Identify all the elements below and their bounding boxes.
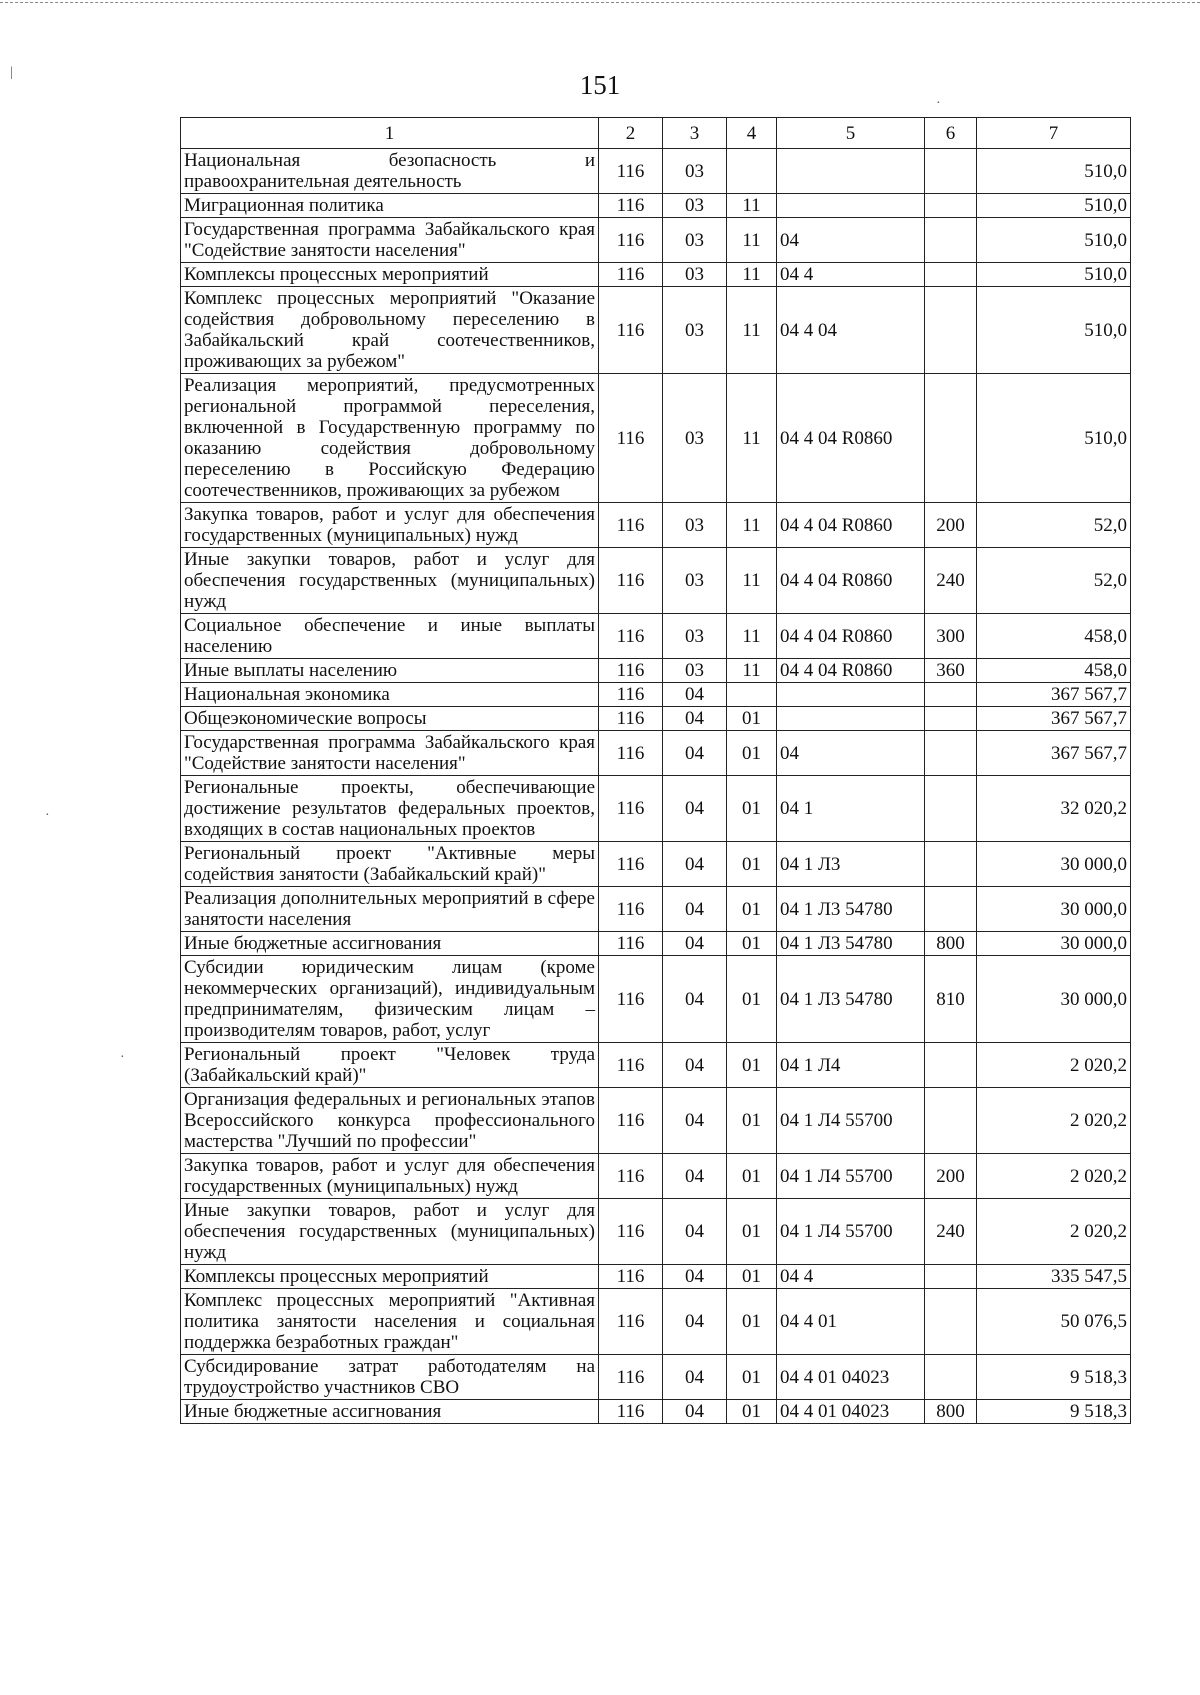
row-expense-type-cell bbox=[925, 731, 977, 776]
scan-speck: · bbox=[936, 96, 941, 111]
row-name-cell: Иные закупки товаров, работ и услуг для обеспечения государственных (муниципальных) нужд bbox=[181, 1199, 599, 1265]
row-subsection-cell: 01 bbox=[727, 842, 777, 887]
row-name-cell: Организация федеральных и региональных этапов Всероссийского конкурса профессионального мастерства "Лучший по профессии" bbox=[181, 1088, 599, 1154]
row-target-code-cell: 04 1 Л3 54780 bbox=[777, 932, 925, 956]
row-subsection-cell: 01 bbox=[727, 887, 777, 932]
row-amount-cell: 458,0 bbox=[977, 614, 1131, 659]
row-section-cell: 04 bbox=[663, 1088, 727, 1154]
row-section-cell: 03 bbox=[663, 218, 727, 263]
row-target-code-cell: 04 4 01 bbox=[777, 1289, 925, 1355]
table-row bbox=[181, 548, 1131, 614]
table-row bbox=[181, 731, 1131, 776]
row-name-cell: Региональный проект "Активные меры содействия занятости (Забайкальский край)" bbox=[181, 842, 599, 887]
row-name-cell: Государственная программа Забайкальского края "Содействие занятости населения" bbox=[181, 218, 599, 263]
row-amount-cell: 367 567,7 bbox=[977, 707, 1131, 731]
row-name-cell: Национальная экономика bbox=[181, 683, 599, 707]
page-number: 151 bbox=[579, 70, 621, 100]
row-admin-code-cell: 116 bbox=[599, 149, 663, 194]
row-admin-code-cell: 116 bbox=[599, 887, 663, 932]
row-admin-code-cell: 116 bbox=[599, 503, 663, 548]
row-section-cell: 04 bbox=[663, 683, 727, 707]
row-expense-type-cell: 360 bbox=[925, 659, 977, 683]
row-admin-code-cell: 116 bbox=[599, 1043, 663, 1088]
row-target-code-cell bbox=[777, 149, 925, 194]
row-target-code-cell: 04 1 Л4 bbox=[777, 1043, 925, 1088]
row-target-code-cell: 04 4 04 R0860 bbox=[777, 374, 925, 503]
row-admin-code-cell: 116 bbox=[599, 1400, 663, 1424]
row-expense-type-cell bbox=[925, 263, 977, 287]
row-subsection-cell: 01 bbox=[727, 1400, 777, 1424]
row-expense-type-cell bbox=[925, 683, 977, 707]
table-row bbox=[181, 776, 1131, 842]
row-section-cell: 03 bbox=[663, 149, 727, 194]
row-target-code-cell: 04 1 Л3 bbox=[777, 842, 925, 887]
row-admin-code-cell: 116 bbox=[599, 1088, 663, 1154]
row-section-cell: 04 bbox=[663, 731, 727, 776]
row-target-code-cell: 04 1 bbox=[777, 776, 925, 842]
row-subsection-cell: 11 bbox=[727, 659, 777, 683]
row-section-cell: 03 bbox=[663, 659, 727, 683]
row-name-cell: Субсидии юридическим лицам (кроме некоммерческих организаций), индивидуальным предпринимателям, физическим лицам – производителям товаров, работ, услуг bbox=[181, 956, 599, 1043]
row-section-cell: 04 bbox=[663, 1154, 727, 1199]
table-row bbox=[181, 374, 1131, 503]
row-expense-type-cell bbox=[925, 1265, 977, 1289]
row-expense-type-cell bbox=[925, 842, 977, 887]
row-expense-type-cell bbox=[925, 1043, 977, 1088]
row-amount-cell: 367 567,7 bbox=[977, 683, 1131, 707]
row-admin-code-cell: 116 bbox=[599, 194, 663, 218]
row-name-cell: Национальная безопасность и правоохранительная деятельность bbox=[181, 149, 599, 194]
row-admin-code-cell: 116 bbox=[599, 683, 663, 707]
row-target-code-cell: 04 bbox=[777, 218, 925, 263]
row-admin-code-cell: 116 bbox=[599, 659, 663, 683]
row-target-code-cell: 04 4 01 04023 bbox=[777, 1400, 925, 1424]
row-name-cell: Иные выплаты населению bbox=[181, 659, 599, 683]
row-name-cell: Социальное обеспечение и иные выплаты населению bbox=[181, 614, 599, 659]
row-section-cell: 04 bbox=[663, 1199, 727, 1265]
row-section-cell: 04 bbox=[663, 842, 727, 887]
row-subsection-cell: 01 bbox=[727, 1154, 777, 1199]
row-amount-cell: 52,0 bbox=[977, 503, 1131, 548]
row-subsection-cell: 11 bbox=[727, 218, 777, 263]
row-section-cell: 04 bbox=[663, 1400, 727, 1424]
row-amount-cell: 367 567,7 bbox=[977, 731, 1131, 776]
row-section-cell: 04 bbox=[663, 1289, 727, 1355]
table-row bbox=[181, 1400, 1131, 1424]
row-subsection-cell bbox=[727, 149, 777, 194]
row-amount-cell: 510,0 bbox=[977, 374, 1131, 503]
row-name-cell: Реализация дополнительных мероприятий в сфере занятости населения bbox=[181, 887, 599, 932]
row-section-cell: 03 bbox=[663, 374, 727, 503]
row-admin-code-cell: 116 bbox=[599, 842, 663, 887]
table-row bbox=[181, 1088, 1131, 1154]
scan-top-edge bbox=[0, 2, 1200, 4]
row-target-code-cell: 04 4 04 R0860 bbox=[777, 659, 925, 683]
header-cell: 5 bbox=[777, 118, 925, 149]
table-row bbox=[181, 956, 1131, 1043]
row-name-cell: Комплексы процессных мероприятий bbox=[181, 1265, 599, 1289]
row-admin-code-cell: 116 bbox=[599, 776, 663, 842]
row-amount-cell: 510,0 bbox=[977, 287, 1131, 374]
row-target-code-cell: 04 4 bbox=[777, 263, 925, 287]
row-target-code-cell: 04 4 bbox=[777, 1265, 925, 1289]
row-admin-code-cell: 116 bbox=[599, 263, 663, 287]
row-target-code-cell: 04 1 Л4 55700 bbox=[777, 1199, 925, 1265]
row-amount-cell: 510,0 bbox=[977, 218, 1131, 263]
row-section-cell: 04 bbox=[663, 932, 727, 956]
row-name-cell: Государственная программа Забайкальского края "Содействие занятости населения" bbox=[181, 731, 599, 776]
row-name-cell: Закупка товаров, работ и услуг для обеспечения государственных (муниципальных) нужд bbox=[181, 1154, 599, 1199]
table-row bbox=[181, 1199, 1131, 1265]
table-row bbox=[181, 1154, 1131, 1199]
row-amount-cell: 510,0 bbox=[977, 149, 1131, 194]
row-admin-code-cell: 116 bbox=[599, 956, 663, 1043]
table-row bbox=[181, 1289, 1131, 1355]
table-row bbox=[181, 503, 1131, 548]
row-name-cell: Иные бюджетные ассигнования bbox=[181, 932, 599, 956]
row-amount-cell: 458,0 bbox=[977, 659, 1131, 683]
row-section-cell: 04 bbox=[663, 887, 727, 932]
row-amount-cell: 30 000,0 bbox=[977, 887, 1131, 932]
row-name-cell: Закупка товаров, работ и услуг для обеспечения государственных (муниципальных) нужд bbox=[181, 503, 599, 548]
row-expense-type-cell bbox=[925, 218, 977, 263]
row-amount-cell: 30 000,0 bbox=[977, 932, 1131, 956]
table-row bbox=[181, 1043, 1131, 1088]
row-subsection-cell: 01 bbox=[727, 956, 777, 1043]
row-name-cell: Региональный проект "Человек труда (Забайкальский край)" bbox=[181, 1043, 599, 1088]
row-expense-type-cell bbox=[925, 194, 977, 218]
row-section-cell: 04 bbox=[663, 1265, 727, 1289]
row-expense-type-cell: 810 bbox=[925, 956, 977, 1043]
row-section-cell: 04 bbox=[663, 776, 727, 842]
header-cell: 3 bbox=[663, 118, 727, 149]
row-expense-type-cell: 800 bbox=[925, 1400, 977, 1424]
row-expense-type-cell bbox=[925, 1355, 977, 1400]
row-target-code-cell: 04 4 04 R0860 bbox=[777, 503, 925, 548]
row-target-code-cell bbox=[777, 707, 925, 731]
row-name-cell: Региональные проекты, обеспечивающие достижение результатов федеральных проектов, входящих в состав национальных проектов bbox=[181, 776, 599, 842]
row-section-cell: 03 bbox=[663, 194, 727, 218]
table-row bbox=[181, 194, 1131, 218]
row-admin-code-cell: 116 bbox=[599, 1154, 663, 1199]
row-subsection-cell: 01 bbox=[727, 776, 777, 842]
header-cell: 2 bbox=[599, 118, 663, 149]
row-section-cell: 03 bbox=[663, 263, 727, 287]
table-row bbox=[181, 218, 1131, 263]
row-expense-type-cell: 200 bbox=[925, 503, 977, 548]
row-expense-type-cell bbox=[925, 707, 977, 731]
row-admin-code-cell: 116 bbox=[599, 548, 663, 614]
row-name-cell: Реализация мероприятий, предусмотренных региональной программой переселения, включенной в Государственную программу по оказанию содействия добровольному переселению в Российскую Федерацию соотечественников, проживающих за рубежом bbox=[181, 374, 599, 503]
row-amount-cell: 52,0 bbox=[977, 548, 1131, 614]
row-expense-type-cell: 200 bbox=[925, 1154, 977, 1199]
row-name-cell: Иные закупки товаров, работ и услуг для обеспечения государственных (муниципальных) нужд bbox=[181, 548, 599, 614]
row-target-code-cell bbox=[777, 194, 925, 218]
row-section-cell: 03 bbox=[663, 614, 727, 659]
row-subsection-cell: 01 bbox=[727, 731, 777, 776]
row-expense-type-cell bbox=[925, 374, 977, 503]
table-row bbox=[181, 1265, 1131, 1289]
table-row bbox=[181, 614, 1131, 659]
row-subsection-cell: 01 bbox=[727, 1355, 777, 1400]
row-name-cell: Комплексы процессных мероприятий bbox=[181, 263, 599, 287]
row-amount-cell: 2 020,2 bbox=[977, 1154, 1131, 1199]
table-header-row bbox=[181, 118, 1131, 149]
row-amount-cell: 510,0 bbox=[977, 194, 1131, 218]
row-subsection-cell: 11 bbox=[727, 548, 777, 614]
row-section-cell: 04 bbox=[663, 1043, 727, 1088]
row-subsection-cell: 11 bbox=[727, 194, 777, 218]
row-amount-cell: 30 000,0 bbox=[977, 842, 1131, 887]
table-row bbox=[181, 1355, 1131, 1400]
row-expense-type-cell: 300 bbox=[925, 614, 977, 659]
row-admin-code-cell: 116 bbox=[599, 932, 663, 956]
row-amount-cell: 30 000,0 bbox=[977, 956, 1131, 1043]
header-cell: 7 bbox=[977, 118, 1131, 149]
row-subsection-cell bbox=[727, 683, 777, 707]
row-amount-cell: 9 518,3 bbox=[977, 1400, 1131, 1424]
row-admin-code-cell: 116 bbox=[599, 707, 663, 731]
row-subsection-cell: 01 bbox=[727, 707, 777, 731]
row-subsection-cell: 11 bbox=[727, 503, 777, 548]
row-subsection-cell: 11 bbox=[727, 374, 777, 503]
budget-table bbox=[180, 117, 1131, 1424]
row-target-code-cell: 04 1 Л3 54780 bbox=[777, 887, 925, 932]
table-row bbox=[181, 887, 1131, 932]
table-row bbox=[181, 287, 1131, 374]
row-expense-type-cell: 240 bbox=[925, 548, 977, 614]
row-subsection-cell: 01 bbox=[727, 1043, 777, 1088]
row-amount-cell: 2 020,2 bbox=[977, 1199, 1131, 1265]
row-name-cell: Иные бюджетные ассигнования bbox=[181, 1400, 599, 1424]
scan-speck: · bbox=[120, 1050, 125, 1065]
row-admin-code-cell: 116 bbox=[599, 1289, 663, 1355]
row-subsection-cell: 01 bbox=[727, 1265, 777, 1289]
row-section-cell: 03 bbox=[663, 287, 727, 374]
row-section-cell: 03 bbox=[663, 548, 727, 614]
row-amount-cell: 50 076,5 bbox=[977, 1289, 1131, 1355]
row-name-cell: Комплекс процессных мероприятий "Активная политика занятости населения и социальная поддержка безработных граждан" bbox=[181, 1289, 599, 1355]
row-subsection-cell: 11 bbox=[727, 287, 777, 374]
row-admin-code-cell: 116 bbox=[599, 1355, 663, 1400]
row-name-cell: Субсидирование затрат работодателям на трудоустройство участников СВО bbox=[181, 1355, 599, 1400]
row-expense-type-cell: 800 bbox=[925, 932, 977, 956]
row-admin-code-cell: 116 bbox=[599, 287, 663, 374]
row-name-cell: Общеэкономические вопросы bbox=[181, 707, 599, 731]
header-cell: 6 bbox=[925, 118, 977, 149]
row-admin-code-cell: 116 bbox=[599, 1199, 663, 1265]
row-target-code-cell: 04 4 04 R0860 bbox=[777, 548, 925, 614]
row-subsection-cell: 01 bbox=[727, 1289, 777, 1355]
row-target-code-cell: 04 4 04 R0860 bbox=[777, 614, 925, 659]
row-section-cell: 04 bbox=[663, 956, 727, 1043]
row-admin-code-cell: 116 bbox=[599, 1265, 663, 1289]
row-target-code-cell: 04 1 Л4 55700 bbox=[777, 1154, 925, 1199]
row-section-cell: 04 bbox=[663, 1355, 727, 1400]
row-amount-cell: 335 547,5 bbox=[977, 1265, 1131, 1289]
row-section-cell: 03 bbox=[663, 503, 727, 548]
row-target-code-cell bbox=[777, 683, 925, 707]
row-amount-cell: 2 020,2 bbox=[977, 1043, 1131, 1088]
row-expense-type-cell bbox=[925, 149, 977, 194]
row-expense-type-cell bbox=[925, 887, 977, 932]
table-row bbox=[181, 932, 1131, 956]
row-subsection-cell: 01 bbox=[727, 932, 777, 956]
row-target-code-cell: 04 1 Л4 55700 bbox=[777, 1088, 925, 1154]
row-expense-type-cell bbox=[925, 1289, 977, 1355]
row-subsection-cell: 11 bbox=[727, 614, 777, 659]
row-expense-type-cell bbox=[925, 776, 977, 842]
row-admin-code-cell: 116 bbox=[599, 374, 663, 503]
header-cell: 1 bbox=[181, 118, 599, 149]
table-row bbox=[181, 263, 1131, 287]
row-amount-cell: 32 020,2 bbox=[977, 776, 1131, 842]
row-amount-cell: 2 020,2 bbox=[977, 1088, 1131, 1154]
row-expense-type-cell bbox=[925, 1088, 977, 1154]
row-target-code-cell: 04 4 01 04023 bbox=[777, 1355, 925, 1400]
row-section-cell: 04 bbox=[663, 707, 727, 731]
row-subsection-cell: 01 bbox=[727, 1088, 777, 1154]
row-name-cell: Миграционная политика bbox=[181, 194, 599, 218]
row-admin-code-cell: 116 bbox=[599, 614, 663, 659]
row-subsection-cell: 01 bbox=[727, 1199, 777, 1265]
row-amount-cell: 9 518,3 bbox=[977, 1355, 1131, 1400]
row-subsection-cell: 11 bbox=[727, 263, 777, 287]
row-name-cell: Комплекс процессных мероприятий "Оказание содействия добровольному переселению в Забайкальский край соотечественников, проживающих за рубежом" bbox=[181, 287, 599, 374]
scan-speck: · bbox=[45, 808, 50, 823]
table-row bbox=[181, 683, 1131, 707]
row-admin-code-cell: 116 bbox=[599, 731, 663, 776]
row-target-code-cell: 04 1 Л3 54780 bbox=[777, 956, 925, 1043]
scan-speck: | bbox=[10, 65, 13, 80]
header-cell: 4 bbox=[727, 118, 777, 149]
row-target-code-cell: 04 4 04 bbox=[777, 287, 925, 374]
row-expense-type-cell bbox=[925, 287, 977, 374]
row-admin-code-cell: 116 bbox=[599, 218, 663, 263]
row-target-code-cell: 04 bbox=[777, 731, 925, 776]
table-row bbox=[181, 149, 1131, 194]
table-row bbox=[181, 842, 1131, 887]
row-expense-type-cell: 240 bbox=[925, 1199, 977, 1265]
table-row bbox=[181, 707, 1131, 731]
row-amount-cell: 510,0 bbox=[977, 263, 1131, 287]
table-row bbox=[181, 659, 1131, 683]
